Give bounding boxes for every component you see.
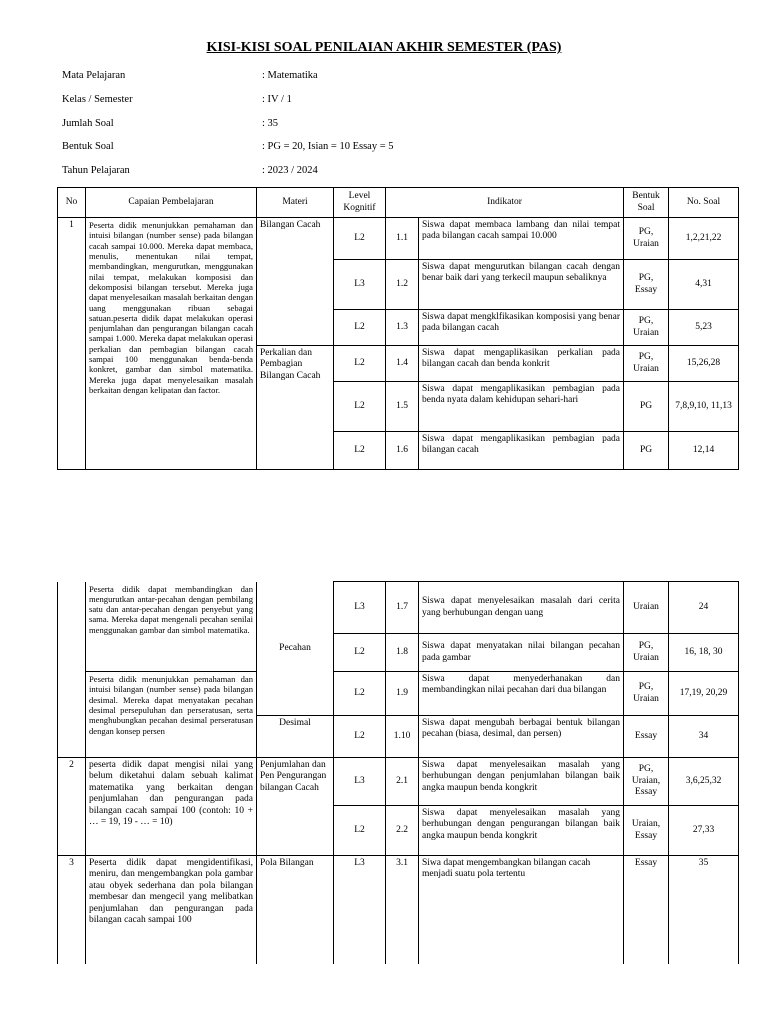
indikator-text: Siswa dapat mengaplikasikan perkalian pada bilangan cacah dan benda konkrit	[419, 346, 624, 382]
indikator-number: 2.2	[386, 806, 419, 856]
bentuk-cell: Essay	[624, 716, 669, 758]
row-number	[58, 582, 86, 758]
bentuk-cell: PG, Essay	[624, 260, 669, 310]
bentuk-cell: PG, Uraian, Essay	[624, 758, 669, 806]
level-cell: L2	[334, 346, 386, 382]
indikator-text: Siwa dapat mengembangkan bilangan cacah menjadi suatu pola tertentu	[419, 856, 624, 964]
grid-table-page1	[57, 187, 739, 470]
indikator-text: Siswa dapat mengaplikasikan pembagian pada bilangan cacah	[419, 432, 624, 470]
header-materi: Materi	[257, 188, 334, 218]
materi-cell: Pola Bilangan	[257, 856, 334, 964]
materi-cell: Desimal	[257, 716, 334, 758]
materi-cell: Penjumlahan dan Pen Pengurangan bilangan Cacah	[257, 758, 334, 856]
bentuk-cell: Uraian	[624, 582, 669, 634]
meta-value: : 2023 / 2024	[262, 165, 318, 176]
bentuk-cell: Essay	[624, 856, 669, 964]
row-number: 3	[58, 856, 86, 964]
meta-value: : Matematika	[262, 70, 318, 81]
indikator-text: Siswa dapat menyelesaikan masalah yang berhubungan dengan pengurangan bilangan baik angka maupun benda kongkrit	[419, 806, 624, 856]
indikator-text: Siswa dapat menyederhanakan dan membandingkan nilai pecahan dari dua bilangan	[419, 672, 624, 716]
bentuk-cell: PG, Uraian	[624, 672, 669, 716]
level-cell: L3	[334, 758, 386, 806]
bentuk-cell: PG, Uraian	[624, 634, 669, 672]
nosoal-cell: 27,33	[669, 806, 739, 856]
indikator-number: 1.7	[386, 582, 419, 634]
meta-value: : IV / 1	[262, 94, 292, 105]
indikator-text: Siswa dapat mengklfikasikan komposisi yang benar pada bilangan cacah	[419, 310, 624, 346]
level-cell: L2	[334, 634, 386, 672]
level-cell: L2	[334, 310, 386, 346]
nosoal-cell: 17,19, 20,29	[669, 672, 739, 716]
meta-key: Jumlah Soal	[62, 118, 114, 129]
header-no: No	[58, 188, 86, 218]
document-title: KISI-KISI SOAL PENILAIAN AKHIR SEMESTER (PAS)	[206, 40, 562, 55]
bentuk-cell: PG, Uraian	[624, 346, 669, 382]
header-bentuk: Bentuk Soal	[624, 188, 669, 218]
materi-cell: Pecahan	[257, 582, 334, 716]
nosoal-cell: 35	[669, 856, 739, 964]
nosoal-cell: 5,23	[669, 310, 739, 346]
level-cell: L2	[334, 382, 386, 432]
level-cell: L3	[334, 856, 386, 964]
nosoal-cell: 15,26,28	[669, 346, 739, 382]
indikator-number: 1.5	[386, 382, 419, 432]
indikator-text: Siswa dapat menyelesaikan masalah dari cerita yang berhubungan dengan uang	[419, 582, 624, 634]
indikator-number: 1.10	[386, 716, 419, 758]
level-cell: L2	[334, 672, 386, 716]
indikator-text: Siswa dapat mengubah berbagai bentuk bilangan pecahan (biasa, desimal, dan persen)	[419, 716, 624, 758]
nosoal-cell: 24	[669, 582, 739, 634]
bentuk-cell: PG, Uraian	[624, 218, 669, 260]
level-cell: L2	[334, 218, 386, 260]
materi-cell: Perkalian dan Pembagian Bilangan Cacah	[257, 346, 334, 470]
meta-key: Kelas / Semester	[62, 94, 133, 105]
nosoal-cell: 1,2,21,22	[669, 218, 739, 260]
level-cell: L2	[334, 432, 386, 470]
meta-key: Tahun Pelajaran	[62, 165, 130, 176]
header-nosoal: No. Soal	[669, 188, 739, 218]
indikator-text: Siswa dapat menyatakan nilai bilangan pecahan pada gambar	[419, 634, 624, 672]
header-indikator: Indikator	[386, 188, 624, 218]
meta-value: : PG = 20, Isian = 10 Essay = 5	[262, 141, 394, 152]
indikator-text: Siswa dapat menyelesaikan masalah yang berhubungan dengan penjumlahan bilangan baik angka maupun benda kongkrit	[419, 758, 624, 806]
level-cell: L2	[334, 806, 386, 856]
indikator-text: Siswa dapat mengaplikasikan pembagian pada benda nyata dalam kehidupan sehari-hari	[419, 382, 624, 432]
indikator-number: 1.1	[386, 218, 419, 260]
bentuk-cell: PG	[624, 382, 669, 432]
meta-value: : 35	[262, 118, 279, 129]
indikator-number: 1.3	[386, 310, 419, 346]
indikator-number: 1.9	[386, 672, 419, 716]
bentuk-cell: PG	[624, 432, 669, 470]
materi-cell: Bilangan Cacah	[257, 218, 334, 346]
grid-table-page2	[57, 581, 739, 964]
nosoal-cell: 12,14	[669, 432, 739, 470]
bentuk-cell: Uraian, Essay	[624, 806, 669, 856]
indikator-text: Siswa dapat membaca lambang dan nilai tempat pada bilangan cacah sampai 10.000	[419, 218, 624, 260]
capaian-text: Peserta didik dapat mengidentifikasi, meniru, dan mengembangkan pola gambar atau obyek sederhana dan pola bilangan membesar dan mengecil yang melibatkan penjumlahan dan pengurangan pada bilangan cacah sampai 100	[86, 856, 257, 964]
header-capaian: Capaian Pembelajaran	[86, 188, 257, 218]
level-cell: L3	[334, 260, 386, 310]
indikator-text: Siswa dapat mengurutkan bilangan cacah dengan benar baik dari yang terkecil maupun sebaliknya	[419, 260, 624, 310]
indikator-number: 3.1	[386, 856, 419, 964]
capaian-text: Peserta didik menunjukkan pemahaman dan intuisi bilangan (number sense) pada bilangan cacah sampai 10.000. Mereka dapat membaca, menulis, menentukan nilai tempat, membandingkan, mengurutkan, menggunakan nilai tempat, melakukan komposisi dan dekomposisi bilangan tersebut. Mereka juga dapat menyelesaikan masalah berkaitan dengan uang menggunakan ribuan sebagai satuan.peserta didik dapat melakukan operasi penjumlahan dan pengurangan bilangan cacah sampai 1.000. Mereka dapat melakukan operasi perkalian dan pembagian bilangan cacah sampai 100 menggunakan benda-benda konkret, gambar dan simbol matematika. Mereka juga dapat menyelesaikan masalah berkaitan dengan kelipatan dan factor.	[86, 218, 257, 470]
row-number: 1	[58, 218, 86, 470]
nosoal-cell: 16, 18, 30	[669, 634, 739, 672]
meta-key: Mata Pelajaran	[62, 70, 126, 81]
indikator-number: 2.1	[386, 758, 419, 806]
nosoal-cell: 4,31	[669, 260, 739, 310]
nosoal-cell: 34	[669, 716, 739, 758]
bentuk-cell: PG, Uraian	[624, 310, 669, 346]
nosoal-cell: 7,8,9,10, 11,13	[669, 382, 739, 432]
capaian-text: Peserta didik menunjukkan pemahaman dan intuisi bilangan (number sense) pada bilangan desimal. Mereka dapat menyatakan pecahan desimal persepuluhan dan perseratusan, serta menghubungkan pecahan desimal perseratusan dengan konsep persen	[86, 672, 257, 758]
meta-key: Bentuk Soal	[62, 141, 114, 152]
indikator-number: 1.2	[386, 260, 419, 310]
indikator-number: 1.8	[386, 634, 419, 672]
nosoal-cell: 3,6,25,32	[669, 758, 739, 806]
level-cell: L2	[334, 716, 386, 758]
level-cell: L3	[334, 582, 386, 634]
indikator-number: 1.6	[386, 432, 419, 470]
indikator-number: 1.4	[386, 346, 419, 382]
row-number: 2	[58, 758, 86, 856]
capaian-text: peserta didik dapat mengisi nilai yang belum diketahui dalam sebuah kalimat matematika yang berkaitan dengan penjumlahan dan pengurangan pada bilangan cacah sampai 100 (contoh: 10 + … = 19, 19 - … = 10)	[86, 758, 257, 856]
capaian-text: Peserta didik dapat membandingkan dan mengurutkan antar-pecahan dengan pembilang satu dan antar-pecahan dengan penyebut yang sama. Mereka dapat mengenali pecahan senilai menggunakan gambar dan simbol matematika.	[86, 582, 257, 672]
header-level: Level Kognitif	[334, 188, 386, 218]
